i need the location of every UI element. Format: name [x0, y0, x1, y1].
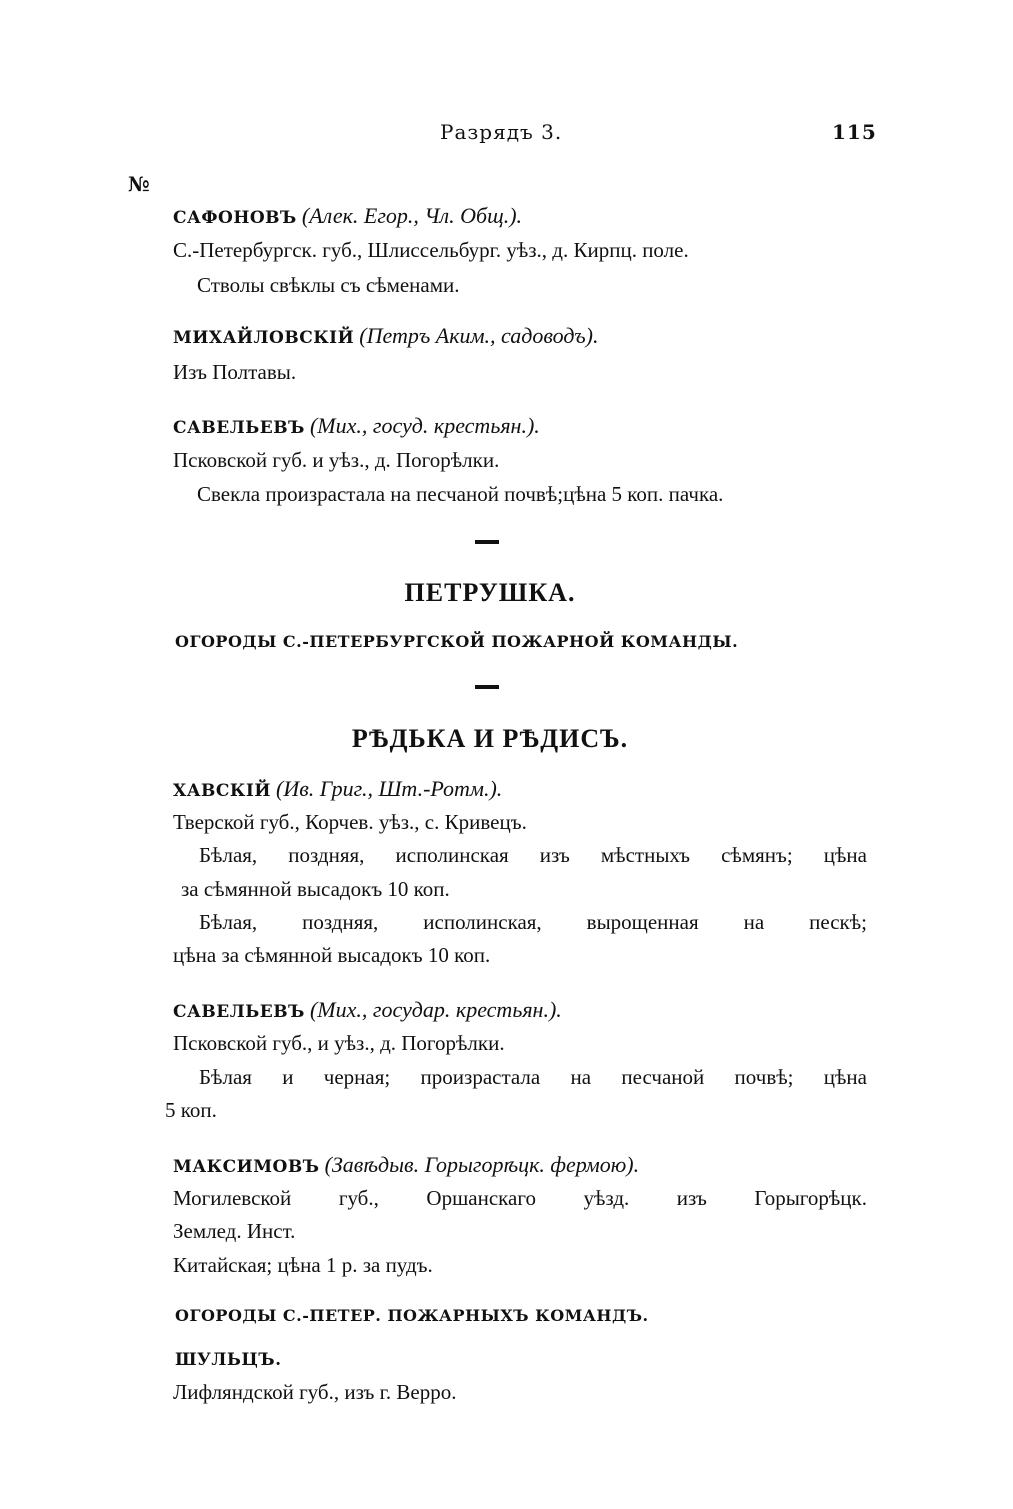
entry-khavsky: [173, 776, 502, 802]
entry-role: (Завѣдыв. Горыгорѣцк. фермою).: [324, 1152, 640, 1177]
entry-role: (Мих., госуд. крестьян.).: [309, 413, 540, 438]
running-header: Разрядъ 3.: [440, 120, 563, 144]
entry-role: (Петръ Аким., садоводъ).: [359, 323, 599, 348]
entry-place: Изъ Полтавы.: [173, 360, 297, 384]
entry-description: цѣна за сѣмянной высадокъ 10 коп.: [173, 943, 491, 967]
entry-saveliev: [173, 413, 540, 439]
entry-place: Псковской губ. и уѣз., д. Погорѣлки.: [173, 448, 500, 472]
entry-description: за сѣмянной высадокъ 10 коп.: [181, 877, 450, 901]
section-subtitle: ОГОРОДЫ С.-ПЕТЕРБУРГСКОЙ ПОЖАРНОЙ КОМАНДЫ.: [175, 632, 739, 651]
entry-role: (Ив. Григ., Шт.-Ротм.).: [276, 776, 503, 801]
entry-name: МИХАЙЛОВСКІЙ: [173, 328, 355, 348]
section-divider: [475, 685, 499, 689]
section-title-redka: РѢДЬКА И РѢДИСЪ.: [351, 724, 629, 753]
entry-place: Псковской губ., и уѣз., д. Погорѣлки.: [173, 1031, 505, 1055]
entry-name: САВЕЛЬЕВЪ: [173, 1002, 305, 1022]
entry-place: Землед. Инст.: [173, 1219, 296, 1243]
entry-description: Бѣлая и черная; произрастала на песчаной почвѣ; цѣна: [199, 1065, 867, 1089]
number-sign: №: [128, 172, 151, 196]
entry-role: (Алек. Егор., Чл. Общ.).: [301, 203, 523, 228]
entry-place: Могилевской губ., Оршанскаго уѣзд. изъ Горыгорѣцк.: [173, 1186, 867, 1210]
entry-safonov: [173, 203, 522, 229]
section-divider: [475, 540, 499, 544]
entry-maksimov: [173, 1152, 639, 1178]
entry-name: ШУЛЬЦЪ.: [175, 1350, 282, 1370]
page-number: 115: [832, 120, 877, 144]
entry-name: ХАВСКІЙ: [173, 781, 271, 801]
entry-description: Китайская; цѣна 1 р. за пудъ.: [173, 1253, 433, 1277]
entry-place: Лифляндской губ., изъ г. Верро.: [173, 1380, 457, 1404]
entry-description: Стволы свѣклы съ сѣменами.: [197, 273, 460, 297]
entry-name: САФОНОВЪ: [173, 208, 297, 228]
entry-name: САВЕЛЬЕВЪ: [173, 418, 305, 438]
section-title-petrushka: ПЕТРУШКА.: [404, 578, 576, 607]
section-subtitle: ОГОРОДЫ С.-ПЕТЕР. ПОЖАРНЫХЪ КОМАНДЪ.: [175, 1306, 649, 1325]
entry-mikhailovsky: [173, 323, 598, 349]
entry-description: Свекла произрастала на песчаной почвѣ;цѣна 5 коп. пачка.: [197, 482, 724, 506]
entry-description: Бѣлая, поздняя, исполинская, вырощенная на пескѣ;: [199, 910, 867, 934]
entry-description: 5 коп.: [165, 1098, 217, 1122]
entry-role: (Мих., государ. крестьян.).: [309, 997, 562, 1022]
entry-description: Бѣлая, поздняя, исполинская изъ мѣстныхъ сѣмянъ; цѣна: [199, 843, 867, 867]
entry-saveliev: [173, 997, 562, 1023]
entry-place: С.-Петербургск. губ., Шлиссельбург. уѣз., д. Кирпц. поле.: [173, 238, 689, 262]
entry-name: МАКСИМОВЪ: [173, 1157, 320, 1177]
entry-place: Тверской губ., Корчев. уѣз., с. Кривецъ.: [173, 810, 527, 834]
